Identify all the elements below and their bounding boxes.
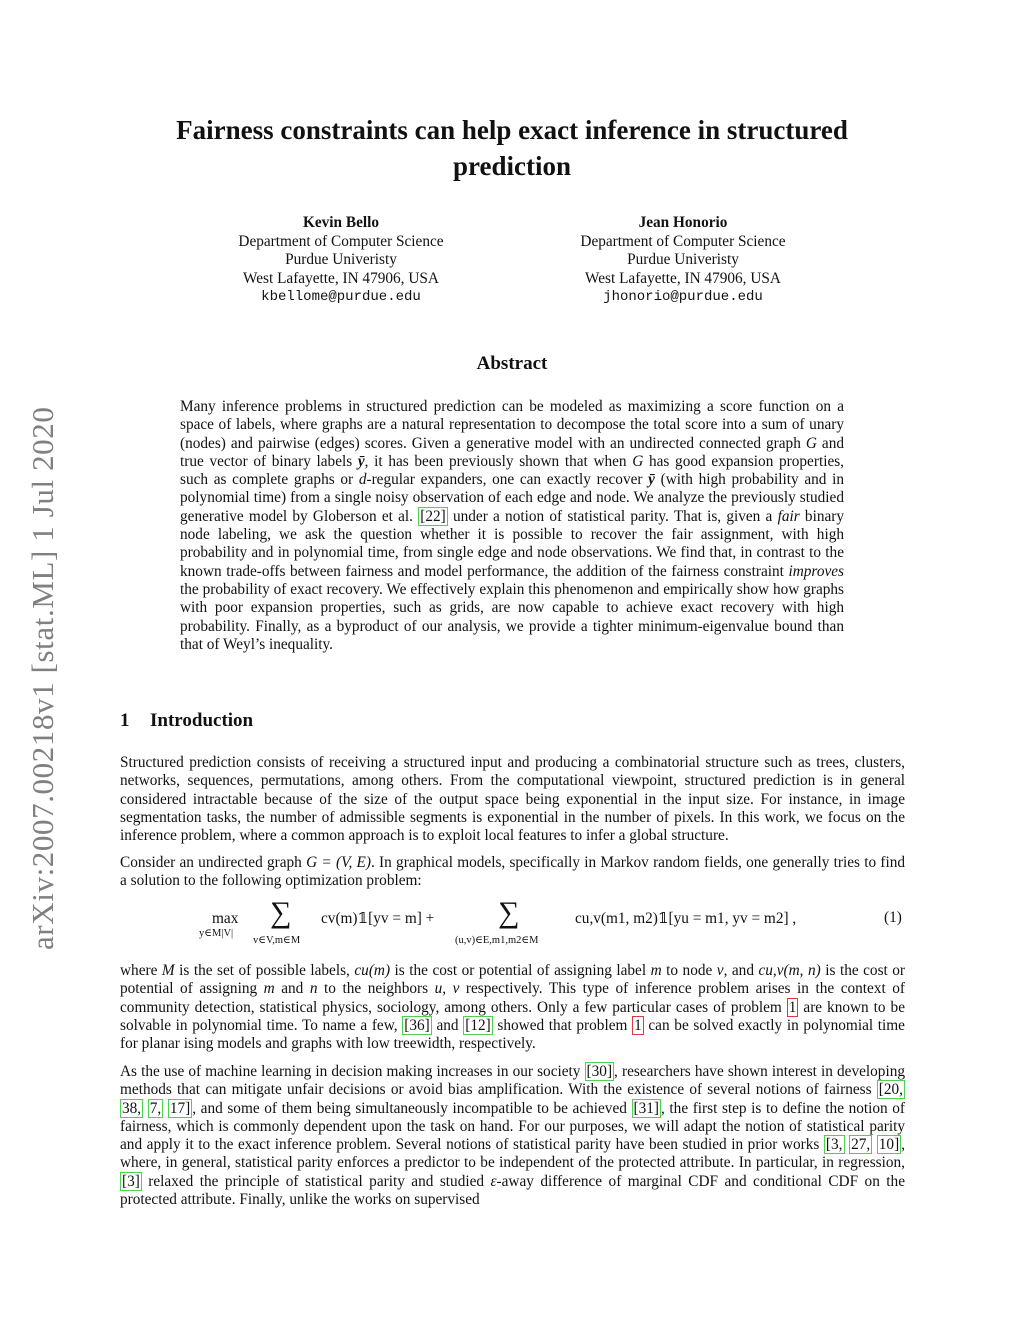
title-line-1: Fairness constraints can help exact inference in structured [176,115,848,145]
citation-link[interactable]: 10] [878,1136,900,1154]
citation-link[interactable]: 17] [169,1099,191,1117]
author-block-2 [523,214,843,307]
citation-link[interactable]: [31] [633,1099,659,1117]
intro-paragraph-4: As the use of machine learning in decision making increases in our society [30] , researchers have shown interest in developing methods that can mitigate unfair decisions or avoid bias amplification. With the existence of several notions of fairness [20, 38, 7, 17] , and some of them being simultaneously incompatible to be achieved [31] , the first step is to define the notion of fairness, which is commonly dependent upon the task on hand. For our purposes, we will adapt the notion of statistical parity and apply it to the exact inference problem. Several notions of statistical parity have been studied in prior works [3, 27, 10] , where, in general, statistical parity enforces a predictor to be independent of the protected attribute. In particular, in regression, [3] relaxed the principle of statistical parity and studied ε-away difference of marginal CDF and conditional CDF on the protected attribute. Finally, unlike the works on supervised [120,1063,906,1209]
author-block-1 [181,214,501,307]
section-title: Introduction [150,710,254,731]
abstract-heading: Abstract [476,353,548,374]
intro-paragraph-1: Structured prediction consists of receiving a structured input and producing a combinatorial structure such as trees, clusters, networks, sequences, permutations, among others. From the computational viewpoint, structured prediction is in general considered intractable because of the size of the output space being exponential in the input size. For instance, in image segmentation tasks, the number of admissible segments is exponential in the number of pixels. In this work, we focus on the inference problem, where a common approach is to exploit local features to infer a global structure. [120,754,905,845]
equation-ref-link[interactable]: 1 [788,998,797,1016]
author-name: Jean Honorio [638,214,728,231]
author-dept: Department of Computer Science [238,232,444,250]
author-name: Kevin Bello [302,214,380,231]
citation-link[interactable]: [3] [122,1172,140,1190]
author-univ: Purdue Univeristy [627,251,739,268]
abstract-body: Many inference problems in structured prediction can be modeled as maximizing a score function on a space of labels, where graphs are a natural representation to decompose the total score into a sum of unary (nodes) and pairwise (edges) scores. Given a generative model with an undirected connected graph G and true vector of binary labels ȳ, it has been previously shown that when G has good expansion properties, such as complete graphs or d-regular expanders, one can exactly recover ȳ (with high probability and in polynomial time) from a single noisy observation of each edge and node. We analyze the previously studied generative model by Globerson et al. [22] under a notion of statistical parity. That is, given a fair binary node labeling, we ask the question whether it is possible to recover the fair assignment, with high probability and in polynomial time, from single edge and node observations. We find that, in contrast to the known trade-offs between fairness and model performance, the addition of the fairness constraint improves the probability of exact recovery. We effectively explain this phenomenon and empirically show how graphs with poor expansion properties, such as grids, are now capable to achieve exact recovery with high probability. Finally, as a byproduct of our analysis, we provide a tighter minimum-eigenvalue bound than that of Weyl’s inequality. [180,398,845,653]
citation-link[interactable]: [12] [465,1016,491,1034]
citation-link[interactable]: 7, [149,1099,162,1117]
intro-paragraph-2: Consider an undirected graph G = (V, E). In graphical models, specifically in Markov random fields, one generally tries to find a solution to the following optimization problem: [120,854,906,890]
equation-ref-link[interactable]: 1 [634,1016,642,1034]
citation-link[interactable]: 27, [851,1136,871,1154]
author-address: West Lafayette, IN 47906, USA [243,269,439,287]
author-dept: Department of Computer Science [580,232,786,250]
author-email[interactable]: jhonorio@purdue.edu [603,289,763,305]
citation-link[interactable]: [20, [878,1081,903,1099]
author-univ: Purdue Univeristy [285,251,397,268]
equation-1: max y∈M|V| ∑ v∈V,m∈M cv(m)𝟙[yv = m] + ∑ (u,v)∈E,m1,m2∈M cu,v(m1, m2)𝟙[yu = m1, yv = m2] , [199,896,797,946]
equation-number: (1) [884,909,902,926]
citation-link[interactable]: [30] [586,1063,613,1080]
author-address: West Lafayette, IN 47906, USA [585,269,781,287]
section-number: 1 [120,710,130,731]
section-heading-introduction [120,710,253,732]
citation-link[interactable]: 38, [122,1099,142,1117]
citation-link[interactable]: [22] [420,507,446,525]
author-email[interactable]: kbellome@purdue.edu [261,289,421,305]
citation-link[interactable]: [3, [825,1136,843,1154]
citation-link[interactable]: [36] [404,1016,430,1034]
intro-paragraph-3: where M is the set of possible labels, cu(m) is the cost or potential of assigning label m to node v, and cu,v(m, n) is the cost or potential of assigning m and n to the neighbors u, v respectively. This type of inference problem arises in the context of community detection, statistical physics, sociology, among others. Only a few particular cases of problem 1 are known to be solvable in polynomial time. To name a few, [36] and [12] showed that problem 1 can be solved exactly in polynomial time for planar ising models and graphs with low treewidth, respectively. [120,962,906,1053]
arxiv-sidebar-stamp: arXiv:2007.00218v1 [stat.ML] 1 Jul 2020 [25,406,60,950]
paper-title [100,112,924,184]
title-line-2: prediction [452,151,571,181]
